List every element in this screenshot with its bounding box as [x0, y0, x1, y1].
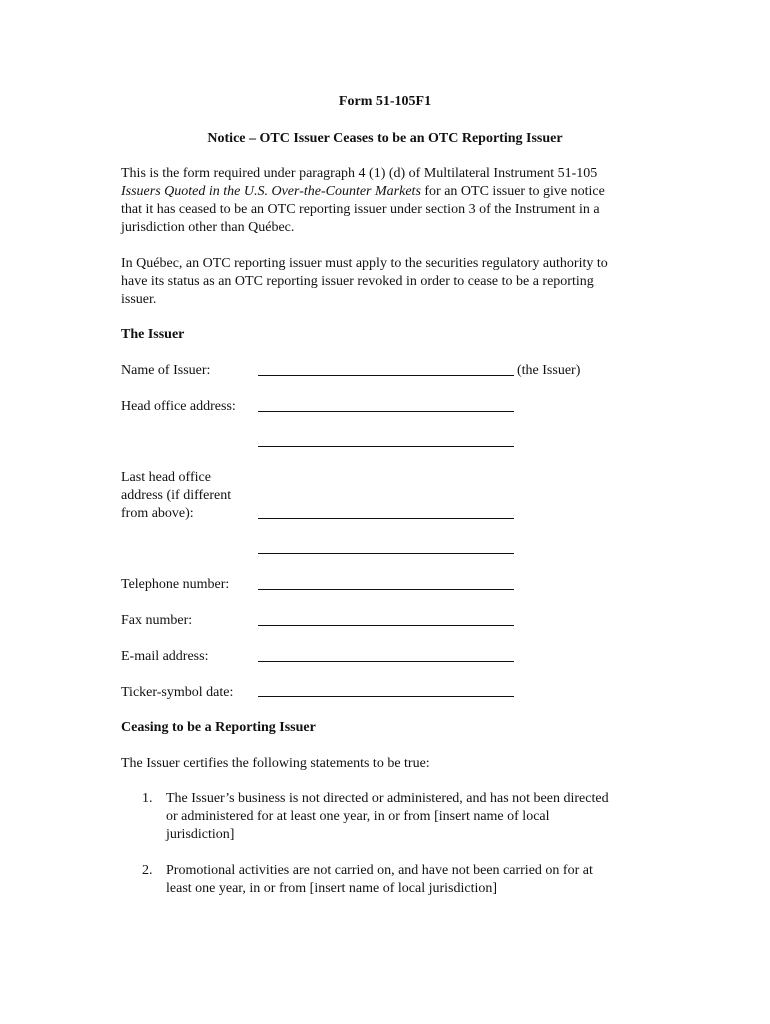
last-head-office-label-line: from above):	[121, 506, 194, 521]
fax-field[interactable]	[258, 625, 514, 626]
list-item-number: 2.	[142, 863, 153, 878]
issuer-suffix: (the Issuer)	[517, 363, 581, 378]
head-office-field-2[interactable]	[258, 446, 514, 447]
ticker-symbol-date-label: Ticker-symbol date:	[121, 685, 234, 700]
ceasing-section-heading: Ceasing to be a Reporting Issuer	[121, 720, 316, 735]
email-field[interactable]	[258, 661, 514, 662]
name-of-issuer-field[interactable]	[258, 375, 514, 376]
intro-line	[121, 183, 661, 201]
issuer-section-heading: The Issuer	[121, 327, 185, 342]
list-item-line: or administered for at least one year, in or from [insert name of local	[166, 809, 550, 824]
last-head-office-label-line: address (if different	[121, 488, 232, 503]
email-label: E-mail address:	[121, 649, 209, 664]
intro-line-rest: for an OTC issuer to give notice	[420, 184, 605, 199]
list-item-number: 1.	[142, 791, 153, 806]
intro-line: This is the form required under paragraph 4 (1) (d) of Multilateral Instrument 51-105	[121, 166, 598, 181]
quebec-line: have its status as an OTC reporting issuer revoked in order to cease to be a reporting	[121, 274, 594, 289]
form-title: Notice – OTC Issuer Ceases to be an OTC Reporting Issuer	[207, 131, 563, 146]
name-of-issuer-label: Name of Issuer:	[121, 363, 211, 378]
head-office-label: Head office address:	[121, 399, 236, 414]
quebec-line: In Québec, an OTC reporting issuer must apply to the securities regulatory authority to	[121, 256, 608, 271]
last-head-office-label-line: Last head office	[121, 470, 211, 485]
last-head-office-label	[121, 469, 231, 523]
telephone-field[interactable]	[258, 589, 514, 590]
list-item-line: Promotional activities are not carried on, and have not been carried on for at	[166, 863, 593, 878]
list-item-line: The Issuer’s business is not directed or administered, and has not been directed	[166, 791, 609, 806]
certify-statement: The Issuer certifies the following statements to be true:	[121, 756, 430, 771]
intro-paragraph	[121, 165, 661, 237]
list-item	[166, 790, 666, 844]
instrument-title: Issuers Quoted in the U.S. Over-the-Counter Markets	[121, 184, 421, 199]
form-number: Form 51-105F1	[338, 94, 432, 109]
list-item-line: jurisdiction]	[166, 827, 235, 842]
quebec-paragraph	[121, 255, 661, 309]
list-item	[166, 862, 666, 898]
last-head-office-field-1[interactable]	[258, 518, 514, 519]
list-item-line: least one year, in or from [insert name of local jurisdiction]	[166, 881, 498, 896]
intro-line: jurisdiction other than Québec.	[121, 220, 295, 235]
quebec-line: issuer.	[121, 292, 157, 307]
last-head-office-field-2[interactable]	[258, 553, 514, 554]
fax-label: Fax number:	[121, 613, 193, 628]
head-office-field-1[interactable]	[258, 411, 514, 412]
ticker-symbol-date-field[interactable]	[258, 696, 514, 697]
telephone-label: Telephone number:	[121, 577, 230, 592]
intro-line: that it has ceased to be an OTC reporting issuer under section 3 of the Instrument in a	[121, 202, 600, 217]
